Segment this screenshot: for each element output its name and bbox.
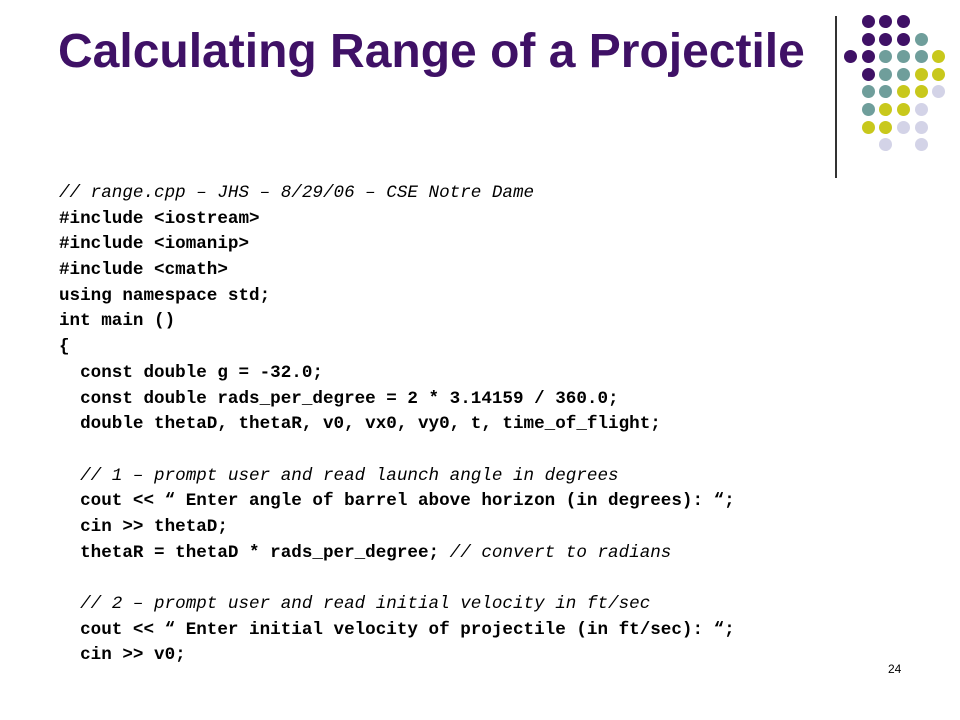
code-text: cout << “ Enter initial velocity of projectile (in ft/sec): “; (59, 619, 735, 640)
slide-title: Calculating Range of a Projectile (58, 25, 805, 78)
code-text: const double g = -32.0; (59, 362, 323, 383)
decorative-dot (862, 33, 875, 46)
decorative-dot (879, 138, 892, 151)
code-text: thetaR = thetaD * rads_per_degree; (59, 542, 440, 563)
decorative-dot (932, 50, 945, 63)
code-line (59, 618, 939, 644)
decorative-dot (879, 68, 892, 81)
code-text: using namespace std; (59, 285, 271, 306)
code-line (59, 232, 939, 258)
decorative-dot (897, 50, 910, 63)
decorative-dot (915, 50, 928, 63)
code-line (59, 489, 939, 515)
code-text: cout << “ Enter angle of barrel above horizon (in degrees): “; (59, 491, 735, 512)
code-text: // range.cpp – JHS – 8/29/06 – CSE Notre Dame (59, 183, 535, 203)
decorative-dot (897, 15, 910, 28)
code-text: // 1 – prompt user and read launch angle in degrees (59, 465, 619, 486)
decorative-dot (879, 103, 892, 116)
decorative-dot (915, 121, 928, 134)
code-text: cin >> v0; (59, 645, 186, 666)
decorative-dot (915, 33, 928, 46)
decorative-dot (915, 138, 928, 151)
decorative-dot (897, 121, 910, 134)
code-text: int main () (59, 311, 176, 332)
inline-comment: // convert to radians (439, 542, 672, 563)
code-line (59, 541, 939, 567)
code-listing (59, 181, 939, 669)
decorative-dot (879, 33, 892, 46)
code-line (59, 515, 939, 541)
decorative-dot (915, 85, 928, 98)
decorative-dot (915, 103, 928, 116)
code-line (59, 284, 939, 310)
code-line (59, 412, 939, 438)
code-text: cin >> thetaD; (59, 516, 228, 537)
code-text: { (59, 337, 70, 358)
decorative-dot (897, 33, 910, 46)
decorative-dot (879, 121, 892, 134)
code-text: #include <iostream> (59, 208, 260, 229)
code-line (59, 387, 939, 413)
decorative-dot (932, 85, 945, 98)
decorative-dot (844, 50, 857, 63)
decorative-dot (862, 121, 875, 134)
decorative-dot (879, 50, 892, 63)
decorative-dot (897, 103, 910, 116)
code-line (59, 335, 939, 361)
code-line (59, 207, 939, 233)
decorative-dot (879, 15, 892, 28)
code-text: #include <iomanip> (59, 234, 250, 255)
code-text: // 2 – prompt user and read initial velocity in ft/sec (59, 594, 651, 614)
code-text: #include <cmath> (59, 260, 228, 281)
code-line (59, 361, 939, 387)
title-divider (835, 16, 837, 178)
code-text: const double rads_per_degree = 2 * 3.14159 / 360.0; (59, 388, 619, 409)
code-line (59, 438, 939, 464)
decorative-dot (897, 85, 910, 98)
code-comment-line (59, 592, 939, 618)
decorative-dot (932, 68, 945, 81)
decorative-dot (879, 85, 892, 98)
decorative-dot (862, 103, 875, 116)
code-text: double thetaD, thetaR, v0, vx0, vy0, t, time_of_flight; (59, 414, 661, 435)
page-number: 24 (888, 662, 902, 676)
code-line (59, 643, 939, 669)
code-comment-line (59, 464, 939, 490)
decorative-dot (862, 15, 875, 28)
decorative-dot (915, 68, 928, 81)
code-line (59, 566, 939, 592)
decorative-dot (862, 50, 875, 63)
code-line (59, 258, 939, 284)
decorative-dot (862, 68, 875, 81)
code-line (59, 309, 939, 335)
code-comment-line (59, 181, 939, 207)
decorative-dot (862, 85, 875, 98)
decorative-dot (897, 68, 910, 81)
